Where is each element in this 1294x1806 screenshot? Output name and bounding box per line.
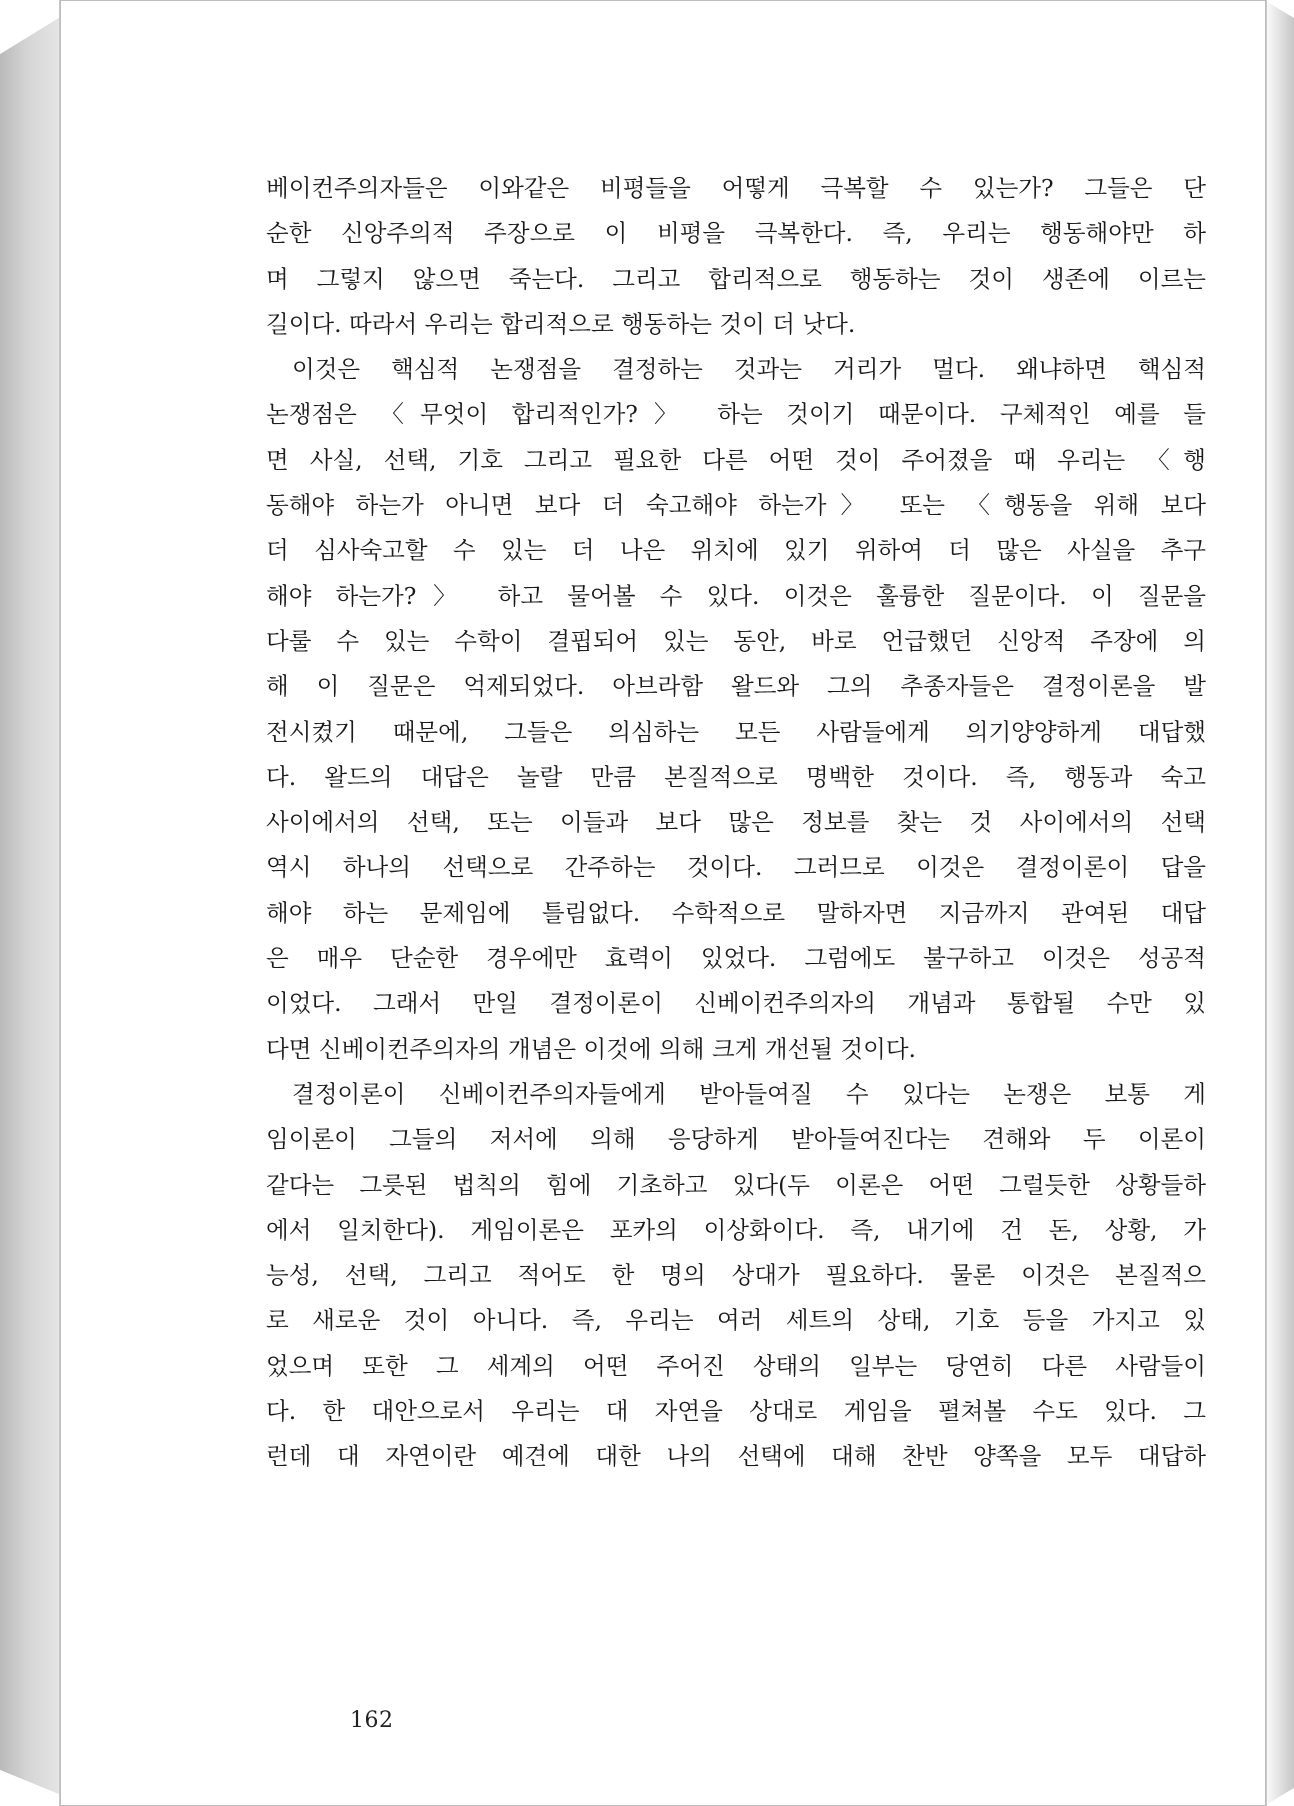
- text-line: 었으며 또한 그 세계의 어떤 주어진 상태의 일부는 당연히 다른 사람들이: [266, 1351, 1206, 1380]
- text-line: 은 매우 단순한 경우에만 효력이 있었다. 그럼에도 불구하고 이것은 성공적: [266, 944, 1206, 973]
- text-line: 논쟁점은 〈무엇이 합리적인가?〉 하는 것이기 때문이다. 구체적인 예를 들: [266, 400, 1206, 429]
- text-line: 역시 하나의 선택으로 간주하는 것이다. 그러므로 이것은 결정이론이 답을: [266, 853, 1206, 882]
- text-line: 며 그렇지 않으면 죽는다. 그리고 합리적으로 행동하는 것이 생존에 이르는: [266, 264, 1206, 293]
- text-line: 임이론이 그들의 저서에 의해 응당하게 받아들여진다는 견해와 두 이론이: [266, 1125, 1206, 1154]
- text-line: 길이다. 따라서 우리는 합리적으로 행동하는 것이 더 낫다.: [266, 309, 856, 338]
- text-line: 면 사실, 선택, 기호 그리고 필요한 다른 어떤 것이 주어졌을 때 우리는 〈행: [266, 445, 1206, 474]
- text-line: 다면 신베이컨주의자의 개념은 이것에 의해 크게 개선될 것이다.: [266, 1034, 916, 1063]
- text-line: 런데 대 자연이란 예견에 대한 나의 선택에 대해 찬반 양쪽을 모두 대답하: [266, 1442, 1206, 1471]
- text-line: 능성, 선택, 그리고 적어도 한 명의 상대가 필요하다. 물론 이것은 본질적으: [266, 1261, 1206, 1290]
- text-line: 순한 신앙주의적 주장으로 이 비평을 극복한다. 즉, 우리는 행동해야만 하: [266, 219, 1206, 248]
- text-line: 해야 하는가?〉 하고 물어볼 수 있다. 이것은 훌륭한 질문이다. 이 질문을: [266, 581, 1206, 610]
- text-line: 다. 왈드의 대답은 놀랄 만큼 본질적으로 명백한 것이다. 즉, 행동과 숙고: [266, 762, 1206, 791]
- text-line: 이었다. 그래서 만일 결정이론이 신베이컨주의자의 개념과 통합될 수만 있: [266, 989, 1206, 1018]
- text-line: 다룰 수 있는 수학이 결핍되어 있는 동안, 바로 언급했던 신앙적 주장에 의: [266, 626, 1206, 655]
- text-line: 이것은 핵심적 논쟁점을 결정하는 것과는 거리가 멀다. 왜냐하면 핵심적: [292, 355, 1206, 384]
- text-line: 베이컨주의자들은 이와같은 비평들을 어떻게 극복할 수 있는가? 그들은 단: [266, 174, 1206, 202]
- page-number: 162: [350, 1708, 394, 1733]
- text-line: 더 심사숙고할 수 있는 더 나은 위치에 있기 위하여 더 많은 사실을 추구: [266, 536, 1206, 565]
- text-line: 해 이 질문은 억제되었다. 아브라함 왈드와 그의 추종자들은 결정이론을 발: [266, 672, 1206, 701]
- text-line: 다. 한 대안으로서 우리는 대 자연을 상대로 게임을 펼쳐볼 수도 있다. 그: [266, 1397, 1206, 1426]
- book-page: [60, 0, 1266, 1806]
- text-line: 동해야 하는가 아니면 보다 더 숙고해야 하는가〉 또는 〈행동을 위해 보다: [266, 491, 1206, 520]
- text-line: 사이에서의 선택, 또는 이들과 보다 많은 정보를 찾는 것 사이에서의 선택: [266, 808, 1206, 837]
- text-line: 에서 일치한다). 게임이론은 포카의 이상화이다. 즉, 내기에 건 돈, 상황, 가: [266, 1215, 1206, 1244]
- text-line: 해야 하는 문제임에 틀림없다. 수학적으로 말하자면 지금까지 관여된 대답: [266, 898, 1206, 927]
- body-text: [266, 166, 1206, 1480]
- text-line: 전시켰기 때문에, 그들은 의심하는 모든 사람들에게 의기양양하게 대답했: [266, 717, 1206, 746]
- text-line: 결정이론이 신베이컨주의자들에게 받아들여질 수 있다는 논쟁은 보통 게: [292, 1079, 1206, 1108]
- book-page-edge: [1264, 0, 1294, 1806]
- text-line: 로 새로운 것이 아니다. 즉, 우리는 여러 세트의 상태, 기호 등을 가지고 있: [266, 1306, 1206, 1335]
- text-line: 같다는 그릇된 법칙의 힘에 기초하고 있다(두 이론은 어떤 그럴듯한 상황들하: [266, 1170, 1206, 1199]
